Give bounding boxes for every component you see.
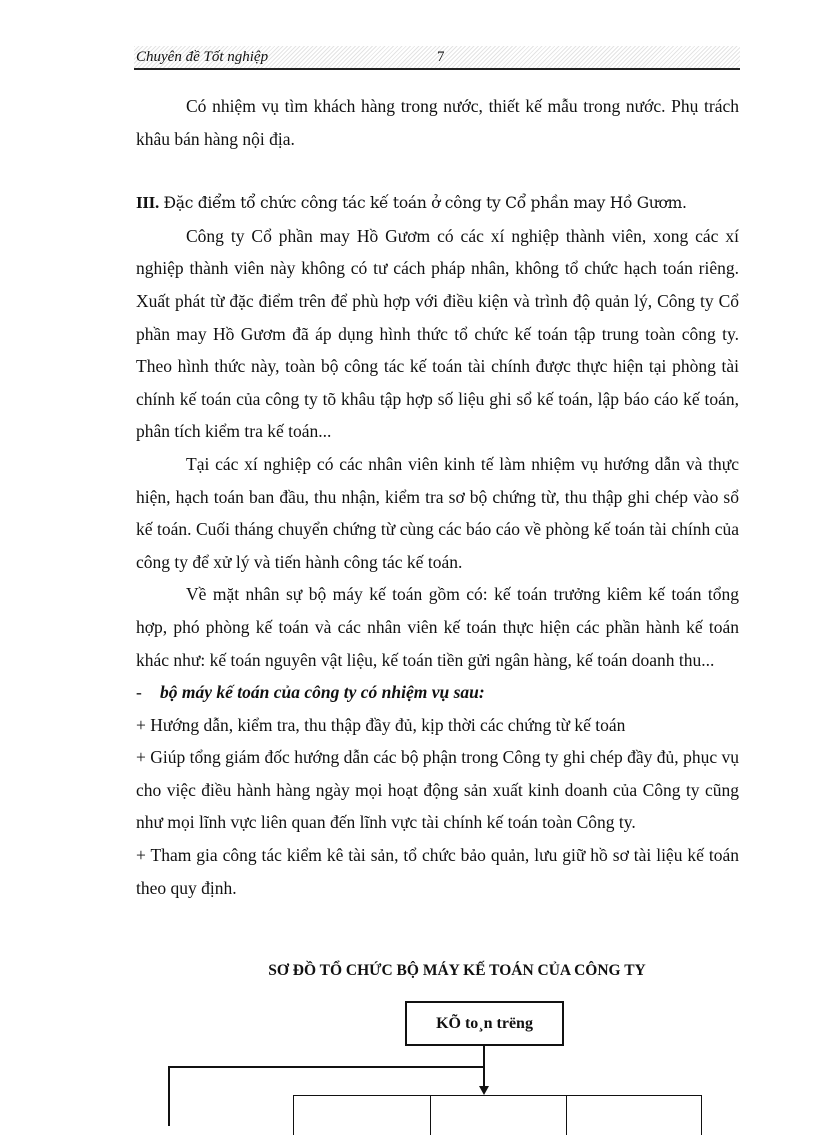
department-box xyxy=(566,1095,702,1135)
duties-heading xyxy=(136,676,739,709)
paragraph: Có nhiệm vụ tìm khách hàng trong nước, thiết kế mẫu trong nước. Phụ trách khâu bán hàng nội địa. xyxy=(136,96,739,149)
document-body xyxy=(136,90,739,904)
section-number: III. xyxy=(136,193,159,213)
paragraph: Công ty Cổ phần may Hồ Gươm có các xí nghiệp thành viên, xong các xí nghiệp thành viên này không có tư cách pháp nhân, không tổ chức hạch toán riêng. Xuất phát từ đặc điểm trên để phù hợp với điều kiện và trình độ quản lý, Công ty Cổ phần may Hồ Gươm đã áp dụng hình thức tổ chức kế toán tập trung toàn công ty. Theo hình thức này, toàn bộ công tác kế toán tài chính được thực hiện tại phòng tài chính kế toán của công ty tõ khâu tập hợp số liệu ghi sổ kế toán, lập báo cáo kế toán, phân tích kiểm tra kế toán... xyxy=(136,225,739,442)
arrow-head-icon xyxy=(479,1086,489,1095)
department-box xyxy=(430,1095,567,1135)
page-number: 7 xyxy=(437,49,445,65)
connector-vertical-left xyxy=(168,1066,170,1126)
section-heading-text: Đặc điểm tổ chức công tác kế toán ở công ty Cổ phần may Hồ Gươm. xyxy=(163,194,687,213)
duties-heading-text: bộ máy kế toán của công ty có nhiệm vụ sau: xyxy=(160,682,485,703)
paragraph: Tại các xí nghiệp có các nhân viên kinh tế làm nhiệm vụ hướng dẫn và thực hiện, hạch toán ban đầu, thu nhận, kiểm tra sơ bộ chứng từ, thu thập ghi chép vào sổ kế toán. Cuối tháng chuyển chứng từ cùng các báo cáo về phòng kế toán tài chính của công ty để xử lý và tiến hành công tác kế toán. xyxy=(136,453,739,572)
connector-horizontal-left xyxy=(168,1066,484,1068)
duty-item: + Giúp tổng giám đốc hướng dẫn các bộ phận trong Công ty ghi chép đầy đủ, phục vụ cho việc điều hành hàng ngày mọi hoạt động sản xuất kinh doanh của Công ty cũng như mọi lĩnh vực liên quan đến lĩnh vực tài chính kế toán toàn Công ty. xyxy=(136,747,739,833)
diagram-title: SƠ ĐỒ TỔ CHỨC BỘ MÁY KẾ TOÁN CỦA CÔNG TY xyxy=(268,962,646,979)
paragraph: Về mặt nhân sự bộ máy kế toán gồm có: kế toán trưởng kiêm kế toán tổng hợp, phó phòng kế toán và các nhân viên kế toán thực hiện các phần hành kế toán khác như: kế toán nguyên vật liệu, kế toán tiền gửi ngân hàng, kế toán doanh thu... xyxy=(136,584,739,670)
duty-item: + Hướng dẫn, kiểm tra, thu thập đầy đủ, kịp thời các chứng từ kế toán xyxy=(136,714,626,735)
spacer xyxy=(136,155,739,187)
list-dash: - xyxy=(136,682,142,703)
department-box xyxy=(293,1095,431,1135)
duty-item: + Tham gia công tác kiểm kê tài sản, tổ chức bảo quản, lưu giữ hồ sơ tài liệu kế toán theo quy định. xyxy=(136,845,739,898)
header-title: Chuyên đề Tốt nghiệp xyxy=(136,49,269,65)
chief-accountant-box xyxy=(405,1001,564,1046)
chief-accountant-label: KÕ to¸n trëng xyxy=(436,1014,533,1032)
running-header xyxy=(134,46,740,70)
section-heading xyxy=(136,187,739,220)
